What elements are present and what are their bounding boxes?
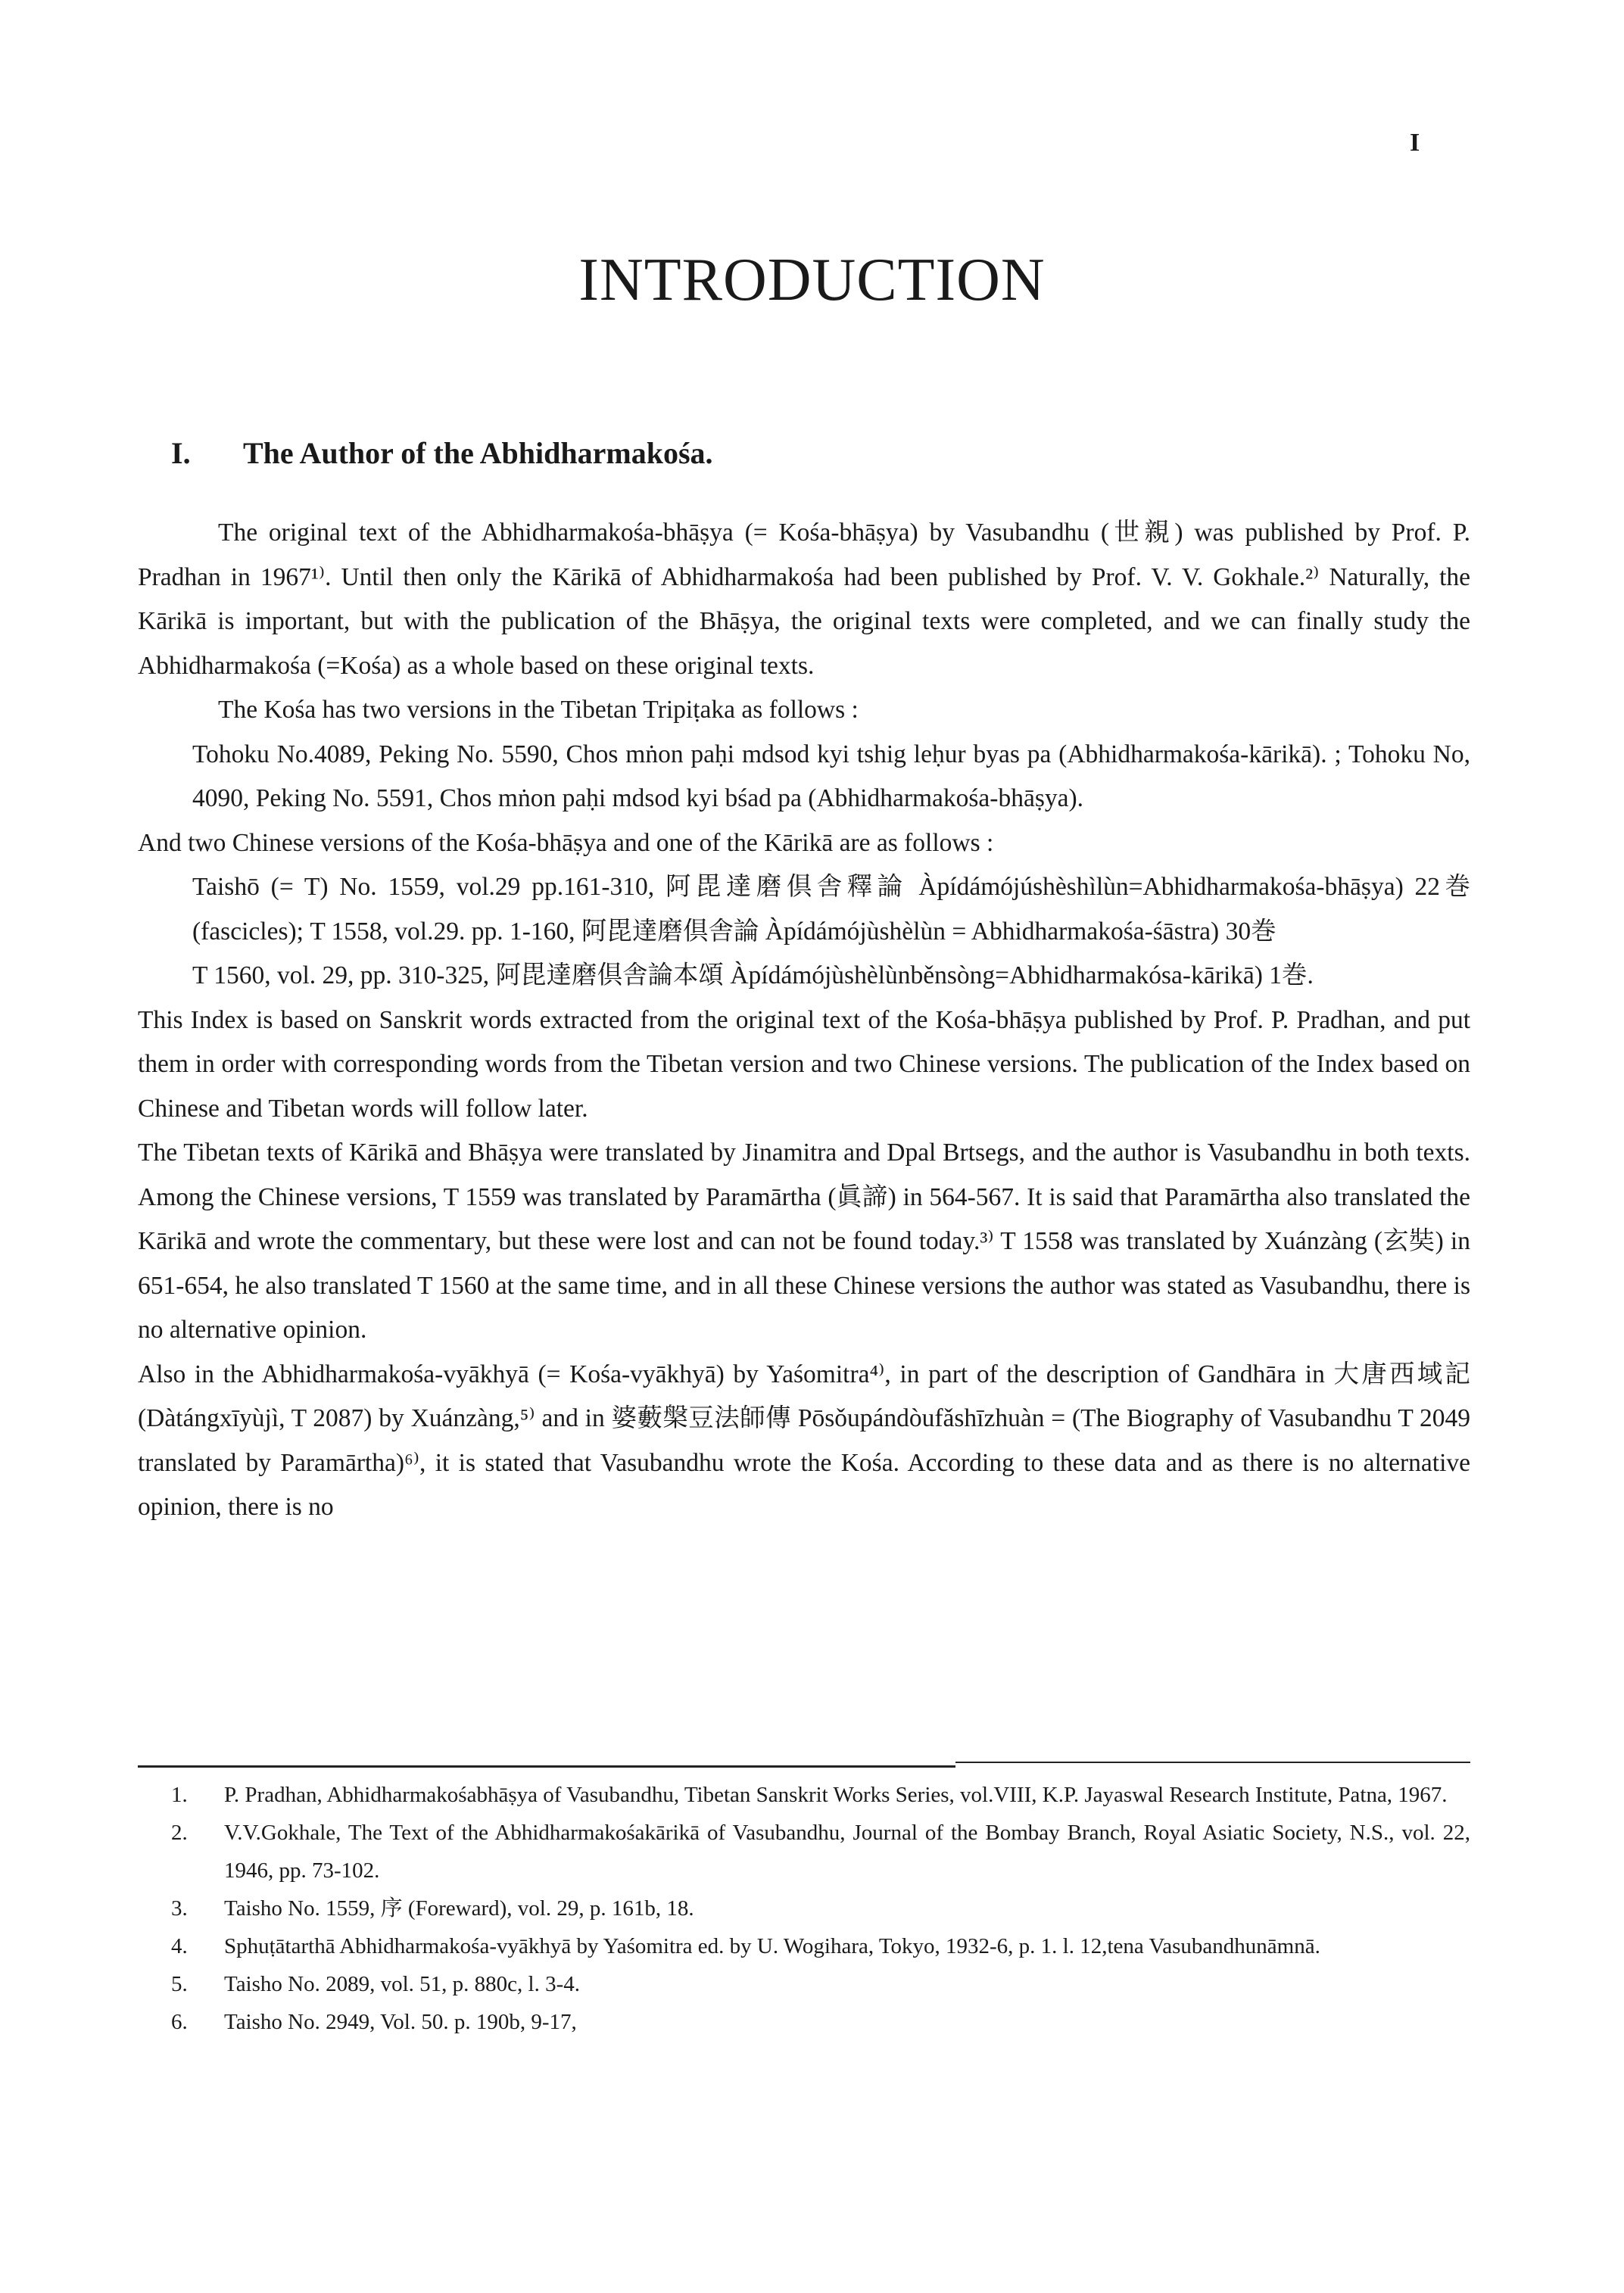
footnote [171,1890,1470,1927]
body-text [138,511,1470,1530]
paragraph: The Kośa has two versions in the Tibetan Tripiṭaka as follows : [218,696,859,724]
paragraph: And two Chinese versions of the Kośa-bhāṣya and one of the Kārikā are as follows : [138,828,994,857]
footnote-number: 6. [171,2010,188,2034]
footnote-number: 3. [171,1896,188,1921]
page-title: INTRODUCTION [578,247,1046,313]
paragraph: The Tibetan texts of Kārikā and Bhāṣya were translated by Jinamitra and Dpal Brtsegs, and the author is Vasubandhu in both texts. Among the Chinese versions, T 1559 was translated by Paramārtha (眞諦) in 564-567. It is said that Paramārtha also translated the Kārikā and wrote the commentary, but these were lost and can not be found today.³⁾ T 1558 was translated by Xuánzàng (玄奘) in 651-654, he also translated T 1560 at the same time, and in all these Chinese versions the author was stated as Vasubandhu, there is no alternative opinion. [138,1139,1470,1344]
footnote-text: Taisho No. 2089, vol. 51, p. 880c, l. 3-4. [224,1972,580,1996]
paragraph: Taishō (= T) No. 1559, vol.29 pp.161-310, 阿毘達磨倶舎釋論 Àpídámójúshèshìlùn=Abhidharmakośa-bhāṣya) 22巻 (fascicles); T 1558, vol.29. pp. 1-160, 阿毘達磨倶舎論 Àpídámójùshèlùn = Abhidharmakośa-śāstra) 30巻 [192,873,1470,946]
footnote-text: P. Pradhan, Abhidharmakośabhāṣya of Vasubandhu, Tibetan Sanskrit Works Series, vol.VIII, K.P. Jayaswal Research Institute, Patna, 1967. [224,1783,1448,1807]
footnote-number: 4. [171,1934,188,1958]
footnote [171,1927,1470,1965]
footnote [171,1776,1470,1814]
paragraph: T 1560, vol. 29, pp. 310-325, 阿毘達磨倶舎論本頌 Àpídámójùshèlùnběnsòng=Abhidharmakósa-kārikā) 1巻. [192,961,1314,989]
footnote-text: Sphuṭātarthā Abhidharmakośa-vyākhyā by Yaśomitra ed. by U. Wogihara, Tokyo, 1932-6, p. 1. l. 12,tena Vasubandhunāmnā. [224,1934,1320,1958]
footnote-number: 5. [171,1972,188,1996]
footnote [171,2003,1470,2041]
paragraph: Tohoku No.4089, Peking No. 5590, Chos mṅon paḥi mdsod kyi tshig leḥur byas pa (Abhidharmakośa-kārikā). ; Tohoku No, 4090, Peking No. 5591, Chos mṅon paḥi mdsod kyi bśad pa (Abhidharmakośa-bhāṣya). [192,740,1470,812]
paragraph: This Index is based on Sanskrit words extracted from the original text of the Kośa-bhāṣya published by Prof. P. Pradhan, and put them in order with corresponding words from the Tibetan version and two Chinese versions. The publication of the Index based on Chinese and Tibetan words will follow later. [138,1005,1470,1123]
footnote [171,1814,1470,1890]
section-heading [171,435,713,471]
paragraph: Also in the Abhidharmakośa-vyākhyā (= Kośa-vyākhyā) by Yaśomitra⁴⁾, in part of the description of Gandhāra in 大唐西域記 (Dàtángxīyùjì, T 2087) by Xuánzàng,⁵⁾ and in 婆藪槃豆法師傳 Pōsǒupándòufǎshīzhuàn = (The Biography of Vasubandhu T 2049 translated by Paramārtha)⁶⁾, it is stated that Vasubandhu wrote the Kośa. According to these data and as there is no alternative opinion, there is no [138,1360,1470,1521]
footnote-number: 2. [171,1821,188,1845]
footnote [171,1965,1470,2003]
footnote-number: 1. [171,1783,188,1807]
section-number: I. [171,436,191,470]
paragraph: The original text of the Abhidharmakośa-bhāṣya (= Kośa-bhāṣya) by Vasubandhu (世親) was published by Prof. P. Pradhan in 1967¹⁾. Until then only the Kārikā of Abhidharmakośa had been published by Prof. V. V. Gokhale.²⁾ Naturally, the Kārikā is important, but with the publication of the Bhāṣya, the original texts were completed, and we can finally study the Abhidharmakośa (=Kośa) as a whole based on these original texts. [138,519,1470,680]
footnotes [171,1776,1470,2041]
page-number: I [1410,129,1420,157]
footnote-divider [138,1765,955,1768]
footnote-text: V.V.Gokhale, The Text of the Abhidharmakośakārikā of Vasubandhu, Journal of the Bombay Branch, Royal Asiatic Society, N.S., vol. 22, 1946, pp. 73-102. [224,1821,1470,1883]
footnote-text: Taisho No. 2949, Vol. 50. p. 190b, 9-17, [224,2010,577,2034]
footnote-text: Taisho No. 1559, 序 (Foreward), vol. 29, p. 161b, 18. [224,1896,694,1921]
section-heading-text: The Author of the Abhidharmakośa. [243,436,713,470]
footnote-divider [955,1762,1470,1763]
